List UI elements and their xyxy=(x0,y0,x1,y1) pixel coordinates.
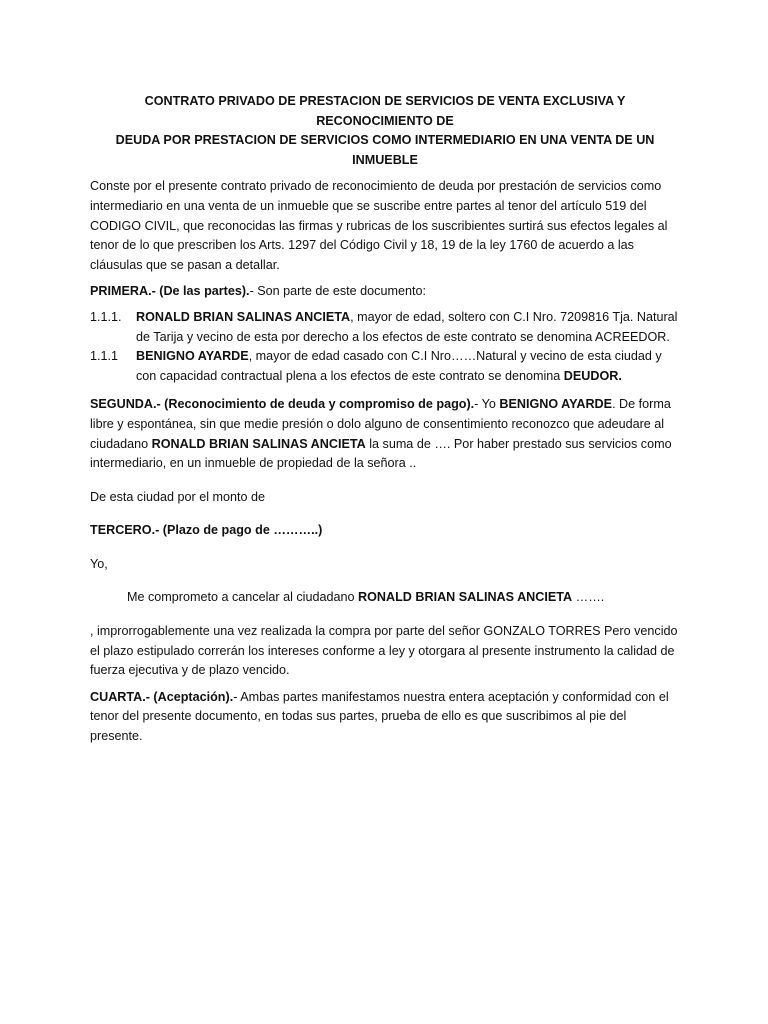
clause-cuarta-text: - Ambas partes manifestamos nuestra entera aceptación y conformidad con el tenor del presente documento, en todas sus partes, prueba de ello es que suscribimos al pie del presente. xyxy=(90,689,669,744)
compromiso-line xyxy=(90,588,680,608)
segunda-text-2: . De forma libre y espontánea, sin que medie presión o dolo alguno de consentimiento reconozco que adeudare al ciudadano xyxy=(90,397,671,451)
segunda-text-3: la suma de …. Por haber prestado sus servicios como intermediario, en un inmueble de propiedad de la señora .. xyxy=(90,436,672,471)
clause-tercero xyxy=(90,521,680,541)
segunda-name-deudor: BENIGNO AYARDE xyxy=(499,397,613,412)
clause-primera xyxy=(90,282,680,302)
party-item-acreedor xyxy=(90,308,680,347)
document-page xyxy=(90,92,680,754)
compromiso-text-1: Me comprometo a cancelar al ciudadano xyxy=(127,590,359,605)
party-description: , mayor de edad casado con C.I Nro……Natural y vecino de esta ciudad y con capacidad contractual plena a los efectos de este contrato se denomina xyxy=(136,349,662,383)
parties-list xyxy=(90,308,680,386)
clause-cuarta-label: CUARTA.- (Aceptación). xyxy=(90,689,234,704)
title-line-1: CONTRATO PRIVADO DE PRESTACION DE SERVICIOS DE VENTA EXCLUSIVA Y RECONOCIMIENTO DE xyxy=(144,94,626,128)
intro-paragraph: Conste por el presente contrato privado de reconocimiento de deuda por prestación de servicios como intermediario en una venta de un inmueble que se suscribe entre partes al tenor del artículo 519 del CODIGO CIVIL, que reconocidas las firmas y rubricas de los suscribientes surtirá sus efectos legales al tenor de lo que prescriben los Arts. 1297 del Código Civil y 18, 19 de la ley 1760 de acuerdo a las cláusulas que se pasan a detallar. xyxy=(90,179,668,272)
clause-segunda-label: SEGUNDA.- (Reconocimiento de deuda y compromiso de pago). xyxy=(90,397,475,412)
monto-line: De esta ciudad por el monto de xyxy=(90,489,266,504)
compromiso-name: RONALD BRIAN SALINAS ANCIETA xyxy=(358,590,573,605)
party-name: BENIGNO AYARDE xyxy=(136,349,249,364)
improrrogable-paragraph: , improrrogablemente una vez realizada la compra por parte del señor GONZALO TORRES Pero vencido el plazo estipulado correrán los intereses conforme a ley y otorgara al presente instrumento la calidad de fuerza ejecutiva y de plazo vencido. xyxy=(90,624,678,678)
compromiso-text-2: ……. xyxy=(572,590,605,605)
yo-line: Yo, xyxy=(90,556,108,571)
clause-primera-text: - Son parte de este documento: xyxy=(249,284,426,299)
party-number: 1.1.1 xyxy=(90,349,119,364)
clause-cuarta xyxy=(90,688,680,747)
party-description: , mayor de edad, soltero con C.I Nro. 7209816 Tja. Natural de Tarija y vecino de esta por derecho a los efectos de este contrato se denomina ACREEDOR. xyxy=(136,309,678,344)
party-number: 1.1.1. xyxy=(90,309,122,324)
clause-tercero-label: TERCERO.- (Plazo de pago de ………..) xyxy=(90,523,323,538)
segunda-name-acreedor: RONALD BRIAN SALINAS ANCIETA xyxy=(151,436,366,451)
segunda-text-1: - Yo xyxy=(474,397,500,412)
clause-segunda xyxy=(90,395,680,473)
title-line-2: DEUDA POR PRESTACION DE SERVICIOS COMO INTERMEDIARIO EN UNA VENTA DE UN INMUEBLE xyxy=(115,133,655,167)
clause-primera-label: PRIMERA.- (De las partes). xyxy=(90,284,250,299)
party-role: DEUDOR. xyxy=(563,368,622,383)
party-item-deudor xyxy=(90,347,680,386)
document-title xyxy=(90,92,680,170)
party-name: RONALD BRIAN SALINAS ANCIETA xyxy=(136,309,351,324)
